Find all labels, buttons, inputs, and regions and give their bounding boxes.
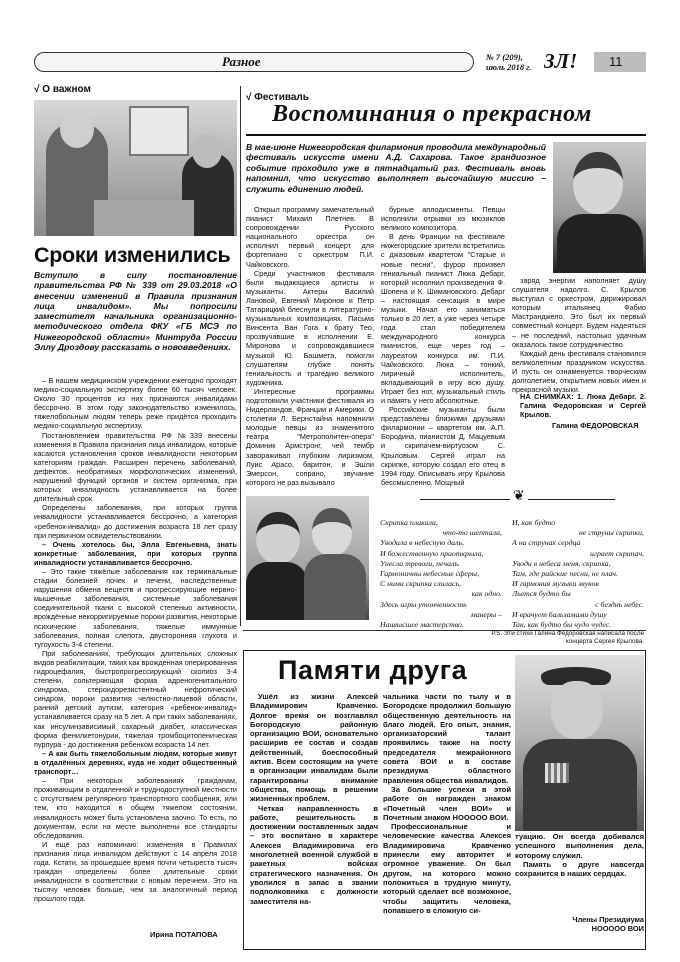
left-article-title: Сроки изменились [34, 243, 231, 267]
paragraph: заряд энергии наполняет душу слушателя надолго. С. Крылов выступал с оркестром, дирижировал которым итальянец Фабио Мастранджело. Это был их первый совместный концерт. Будем надеяться – не последний, настолько удачным оказалось такое сотрудничество. [512, 276, 646, 349]
poem-line: Льется будто бы [512, 589, 571, 599]
festival-title-rule [246, 134, 646, 136]
person-left-head [60, 110, 94, 148]
memory-signature: Члены Президиума НООООО ВОИ [572, 915, 644, 933]
desk-shape [94, 200, 194, 236]
left-article-lead: Вступило в силу постановление правительства РФ № 339 от 29.03.2018 «О внесении изменений в Правила признания лица инвалидом». Мы попросили заместителя начальника организационно-методического отдела ФКУ «ГБ МСЭ по Нижегородской области» Минтруда России Эллу Дроздову рассказать о нововведениях. [34, 270, 237, 353]
debarg-body [557, 214, 643, 273]
person-right-head [192, 134, 222, 168]
poem-line: манеры – [470, 609, 502, 619]
poem-line: не струны скрипки, [578, 528, 644, 538]
poem-line: Здесь игры утонченность [380, 599, 467, 609]
poem-line: С ними скрипка слилась, [380, 579, 461, 589]
window-shape [129, 106, 189, 156]
poem-line: А на струнах сердца [512, 538, 581, 548]
paragraph: туацию. Он всегда добивался успешного выполнения дела, которому служил. [515, 832, 644, 860]
paragraph: бурные аплодисменты. Певцы исполнили отрывки из мюзиклов великого композитора. [381, 205, 505, 233]
poem-line: И гармония музыки звуков [512, 579, 599, 589]
question-paragraph: – Очень хотелось бы, Элла Евгеньевна, знать конкретные заболевания, при которых группа инвалидности устанавливается бессрочно. [34, 539, 237, 567]
festival-author: Галина ФЕДОРОВСКАЯ [552, 421, 639, 430]
paragraph: – Это такие тяжёлые заболевания как терминальные стадии болезней почек и печени, наследственные нарушения обмена веществ и прогрессирующие нервно-мышечные заболевания, системные заболевания соединительной ткани с высокой степенью активности, врождённые некорригируемые пороки развития, некоторые психические заболевания, тяжелые иммунные заболевания, полная слепота, двусторонняя глухота и тугоухость 3-4 степени. [34, 566, 237, 649]
paragraph: Каждый день фестиваля становился великолепным праздником искусства. И пусть он ознаменуется творческим долголетием, открытием новых имен и прекрасной музыки. [512, 348, 646, 395]
ornament-icon: ❦ [510, 488, 528, 505]
section-title: Разное [222, 54, 261, 69]
woman-head [312, 508, 352, 556]
poem-note: Р.S. Эти стихи Галина Федоровская написала после концерта Сергея Крылова. [491, 630, 644, 645]
paragraph: чальника части по тылу и в Богородске продолжил большую общественную деятельность на благо людей. Его опыт, знания, организаторский талант проявились также на посту председателя межрайонного совета ВОИ и в составе президиума областного правления общества инвалидов. [383, 692, 511, 785]
paragraph: Профессиональные и человеческие качества Алексея Владимировича Кравченко принесли ему авторитет и огромное уважение. Он был другом, на которого можно положиться в трудную минуту, который сделает всё возможное, чтобы защитить человека, попавшего в сложную си- [383, 822, 511, 915]
man-head [256, 512, 300, 564]
festival-caption: НА СНИМКАХ: 1. Люка Дебарг. 2. Галина Федоровская и Сергей Крылов. [520, 392, 646, 419]
left-article-body [34, 376, 237, 944]
poem-line: Гармоничны небесные сферы, [380, 569, 480, 579]
paragraph: Интересные программы подготовили участники фестиваля из Нидерландов, Франции и Америки. О столетии Л. Бернстайна напомнили молодые певцы из знаменитого театра "Метрополитен-опера" Доминик Армстронг, чей тембр завораживал глубоким лиризмом, Луис Арасо, баритон, и Эшли Эмерсон, сопрано, звучание которого не раз вызывало [246, 386, 374, 487]
paragraph: – При некоторых заболеваниях гражданам, проживающим в отдаленной и труднодоступной местности с отсутствием регулярного транспортного сообщения, или тем, кто находится в общем тяжелом состоянии, инвалидность может быть установлена заочно. То есть, по документам, если на месте выполнены все стандарты обследования. [34, 776, 237, 840]
poem-line: Там, где райские песни, не плач. [512, 569, 618, 579]
newspaper-logo: ЗЛ! [544, 49, 578, 73]
left-article-author: Ирина ПОТАПОВА [150, 930, 218, 939]
paragraph: В день Франции на фестивале нижегородские зрители встретились с джазовым квартетом "Старые и новые песни", фурор произвел гениальный пианист Люка Дебарг, который исполнил произведения Ф. Шопена и К. Шимановского. Дебарг – настоящая сенсация в мире музыки. Начал его заниматься только в 20 лет, а уже через четыре года стал победителем международного конкурса пианистов, еще через год – лауреатом конкурса им. П.И. Чайковского. Люка – тонкий, лиричный исполнитель, вкладывающий в игру всю душу. Играет без нот, музыкальный стиль и память у него абсолютные. [381, 232, 505, 405]
poem-line: с безднь небес. [595, 599, 644, 609]
ornament-divider [420, 489, 615, 506]
paragraph: При заболеваниях, требующих длительных сложных видов реабилитации, таких как врожденная оперированная гидроцефалия, быстропрогрессирующий сколиоз 3-4 степени, сольтеряющая форма адреногенитального синдрома, стероидорезистентный нефротический синдром, пороки развития челюстно-лицевой области, ранний детский аутизм, категория «ребенок-инвалид» устанавливается сразу на 5 лет. А при таких заболеваниях, как инсулинзависимый сахарный диабет, классическая форма фенилкетонурии, тяжелая тромбоцитопеническая пурпура - до достижения ребенком возраста 14 лет. [34, 648, 237, 749]
festival-col2 [381, 205, 505, 487]
page-header [34, 49, 646, 73]
office-photo [34, 100, 237, 236]
poem-line: Уводи в небеса меня, скрипка, [512, 558, 611, 568]
poem-line: Скрипка плакала, [380, 518, 438, 527]
memory-col2 [383, 692, 511, 915]
memory-title: Памяти друга [278, 655, 468, 685]
paragraph: Российские музыканты были представлены близкими друзьями филармонии – квартетом им. А.П. Бородина, пианистом Д. Мацуевым и скрипачем-виртуозом С. Крыловым. Сергей играл на скрипке, которую создал его отец в 1994 году. Описывать игру Крылова бессмысленно. Мощный [381, 405, 505, 487]
poem-line: Наивысшее мастерство. [380, 620, 464, 630]
poem-line: что-то шептала, [442, 528, 502, 538]
man-body [246, 562, 308, 620]
checkmark-icon: √ [34, 84, 40, 95]
poem-line: Уводила в небесную даль, [380, 538, 464, 548]
poem-line: как одно. [471, 589, 502, 599]
poem-col1 [380, 518, 502, 630]
issue-number: № 7 (209), [486, 52, 523, 62]
paragraph: Открыл программу замечательный пианист Михаил Плетнев. В сопровождении Русского национального оркестра он исполнил первый концерт для фортепиано с оркестром П.И. Чайковского. [246, 205, 374, 269]
paragraph: Определены заболевания, при которых группа инвалидности устанавливается бессрочно, а категория «ребенок-инвалид» до достижения возраста 18 лет сразу при первичном освидетельствовании. [34, 503, 237, 540]
festival-col1 [246, 205, 374, 487]
festival-rubric-label: Фестиваль [254, 92, 309, 103]
left-rubric [34, 84, 91, 95]
veteran-head [551, 681, 603, 739]
poem-line: Унесла тревоги, печаль. [380, 558, 460, 568]
column-divider [240, 86, 241, 626]
paragraph: – В нашем медицинском учреждении ежегодно проходят медико-социальную экспертизу более 60 тысяч человек. Около 30 процентов из них признаются инвалидами бессрочно. В этом году законодательство изменилось, тяжелобольным людям теперь реже придётся проходить медико-социальную экспертизу. [34, 376, 237, 431]
paragraph: Четкая направленность в работе, решительность в достижении поставленных задач – это воспитано в характере Алексея Владимировича его многолетней военной службой в ракетных войсках стратегического назначения. Он уволился в запас в звании подполковника с должности заместителя на- [250, 803, 378, 906]
debarg-photo [553, 142, 646, 273]
issue-date: июль 2018 г. [486, 62, 532, 72]
paragraph: И ещё раз напоминаю: изменения в Правилах признания лица инвалидом действуют с 14 апреля 2018 года. Кстати, за прошедшее время почти четыреста тысяч граждан определены более длительные сроки инвалидности в соответствии с новым перечнем. Это на тысячу человек больше, чем за аналогичный период прошлого года. [34, 839, 237, 904]
debarg-head [573, 152, 623, 214]
poem-line: Так, как будто бы чудо чудес. [512, 620, 612, 630]
veteran-photo [515, 655, 644, 831]
uniform-body [523, 739, 637, 831]
left-rubric-label: О важном [42, 84, 91, 95]
memory-col3 [515, 832, 644, 878]
paragraph: Ушёл из жизни Алексей Владимирович Кравченко. Долгое время он возглавлял Богородскую районную организацию ВОИ, основательно расширив ее состав и создав действенный, боеспособный актив. Всем состоящим на учете в организации инвалидам были гарантированы внимание общества, помощь в решении жизненных проблем. [250, 692, 378, 804]
festival-lead: В мае-июне Нижегородская филармония проводила международный фестиваль искусств имени А.Д. Сахарова. Такое грандиозное событие проходило уже в пятнадцатый раз. Фестиваль вновь напомнил, что искусство выполняет высочайшую миссию – служить единению людей. [246, 142, 546, 194]
woman-body [304, 554, 366, 620]
page-number: 11 [609, 54, 623, 69]
poem-col2 [512, 518, 644, 630]
paragraph: Среди участников фестиваля были выдающиеся артисты и музыканты. Актеры Василий Лановой, Евгений Миронов и Петр Татарицкий блеснули в литературно-музыкальных композициях. Письма Винсента Ван Гога к брату Тео, прозвучавшие в исполнении Е. Миронова и сопровождавшиеся музыкой Ю. Башмета, помогли слушателям глубже понять гениальность и трагедию великого художника. [246, 268, 374, 387]
poem-line: играет скрипач, [590, 548, 644, 558]
checkmark-icon: √ [246, 92, 252, 103]
paragraph: Память о друге навсегда сохранится в наших сердцах. [515, 859, 644, 879]
poem-line: И врачует бальзамами душу [512, 609, 607, 619]
festival-col3 [512, 276, 646, 395]
duo-photo [246, 496, 369, 620]
festival-title: Воспоминания о прекрасном [272, 101, 592, 127]
paragraph: За большие успехи в этой работе он награжден знаком «Почетный член ВОИ» и Почетным знаком НООООО ВОИ. [383, 784, 511, 822]
paragraph: Постановлением правительства РФ №339 внесены изменения в Правила признания лица инвалидом, которые касаются установления сроков инвалидности некоторым категориям граждан. Расширен перечень заболеваний, дефектов, необратимых морфологических изменений, нарушений функций органов и систем организма, при которых инвалидность устанавливается на более длительный срок. [34, 430, 237, 504]
poem-line: И божественную приоткрыла, [380, 548, 484, 558]
memory-col1 [250, 692, 378, 906]
question-paragraph: – А как быть тяжелобольным людям, которые живут в отдалённых деревнях, куда не ходит общественный транспорт… [34, 748, 237, 777]
poem-line: И, как будто [512, 518, 556, 527]
medals-shape [545, 763, 569, 783]
